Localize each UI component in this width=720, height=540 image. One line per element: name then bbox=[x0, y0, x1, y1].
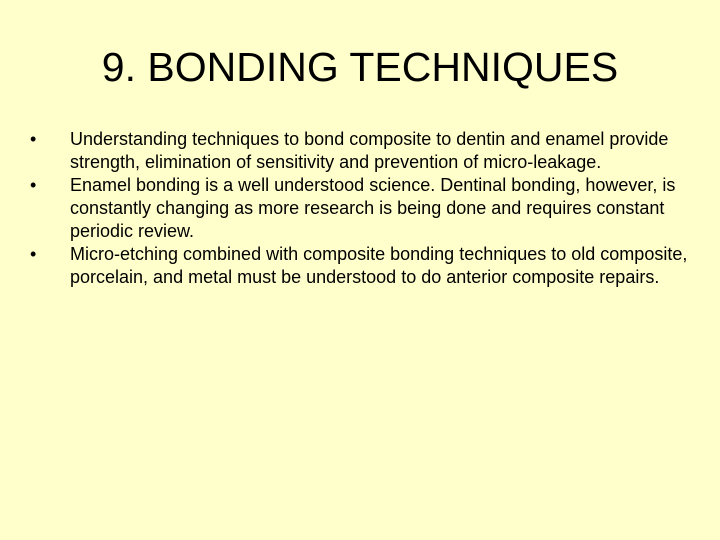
slide-title: 9. BONDING TECHNIQUES bbox=[101, 44, 619, 90]
bullet-icon: • bbox=[30, 175, 37, 195]
bullet-text: Understanding techniques to bond composite to dentin and enamel provide strength, elimination of sensitivity and prevention of micro-leakage. bbox=[70, 129, 669, 172]
list-item bbox=[30, 174, 690, 243]
bullet-text: Micro-etching combined with composite bonding techniques to old composite, porcelain, and metal must be understood to do anterior composite repairs. bbox=[70, 244, 688, 287]
bullet-list bbox=[30, 128, 690, 289]
bullet-text: Enamel bonding is a well understood science. Dentinal bonding, however, is constantly changing as more research is being done and requires constant periodic review. bbox=[70, 175, 676, 241]
list-item bbox=[30, 128, 690, 174]
bullet-icon: • bbox=[30, 129, 37, 149]
bullet-icon: • bbox=[30, 244, 37, 264]
list-item bbox=[30, 243, 690, 289]
